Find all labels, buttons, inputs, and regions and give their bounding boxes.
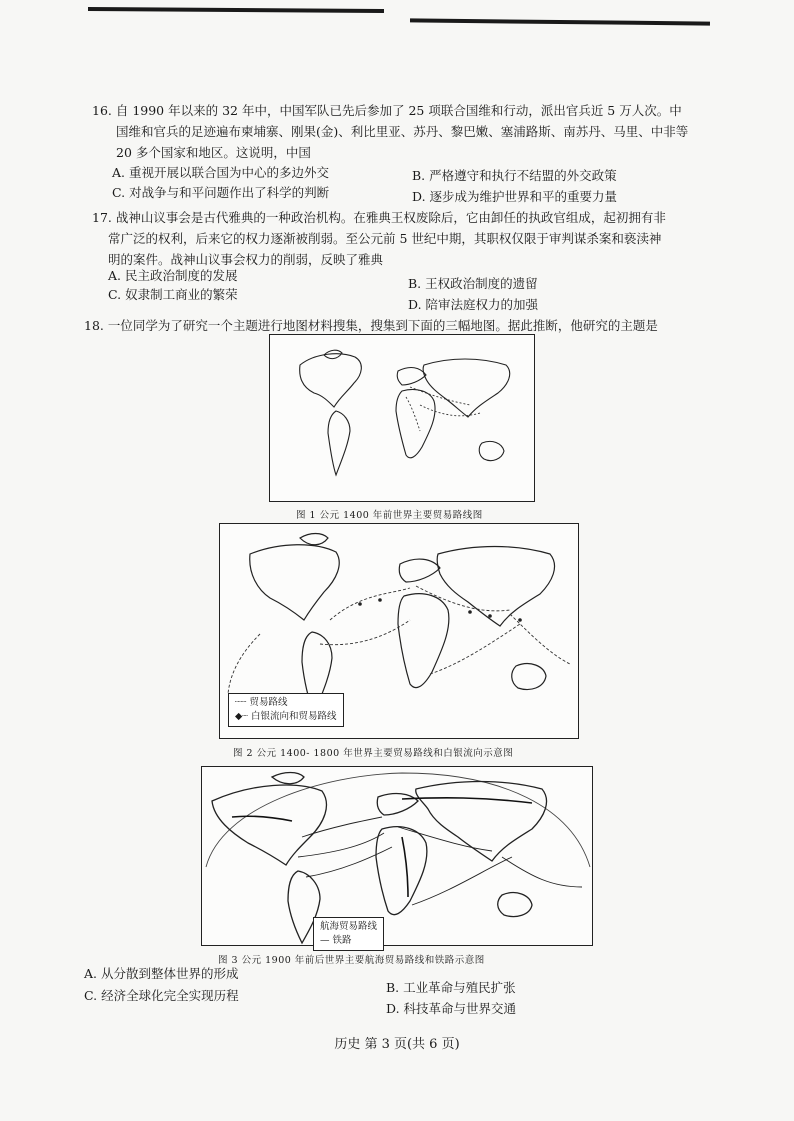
africa-outline <box>398 594 449 688</box>
map-3-legend-item-sea: 航海贸易路线 <box>320 921 378 932</box>
sea-route-pacific <box>502 857 582 887</box>
europe-outline <box>399 559 440 582</box>
south-america-outline <box>328 411 350 475</box>
q16-stem-line-2: 国维和官兵的足迹遍布柬埔寨、刚果(金)、利比里亚、苏丹、黎巴嫩、塞浦路斯、南苏丹、马里、中非等 <box>116 124 689 139</box>
map-2-caption: 图 2 公元 1400- 1800 年世界主要贸易路线和白银流向示意图 <box>233 748 514 759</box>
sea-route-suez <box>398 827 492 851</box>
q17-option-c[interactable]: C. 奴隶制工商业的繁荣 <box>108 287 238 302</box>
map-figure-3 <box>201 766 593 946</box>
q18-option-b[interactable]: B. 工业革命与殖民扩张 <box>386 980 516 995</box>
header-rule-right <box>410 18 710 25</box>
trade-route-pacific <box>510 614 570 664</box>
q16-option-a[interactable]: A. 重视开展以联合国为中心的多边外交 <box>112 165 329 180</box>
africa-outline <box>396 389 435 457</box>
trade-route-cape <box>430 624 520 674</box>
q17-option-a[interactable]: A. 民主政治制度的发展 <box>108 268 238 283</box>
australia-outline <box>479 441 504 460</box>
sea-route-north-atlantic <box>302 817 382 837</box>
australia-outline <box>498 893 532 917</box>
q16-stem-line-1: 16. 自 1990 年以来的 32 年中，中国军队已先后参加了 25 项联合国维和行动，派出官兵近 5 万人次。中 <box>92 103 682 118</box>
sea-route-indian <box>412 857 512 905</box>
q18-option-a[interactable]: A. 从分散到整体世界的形成 <box>84 966 239 981</box>
map-figure-1 <box>269 334 535 502</box>
greenland-outline <box>272 773 304 784</box>
trade-route-africa <box>406 397 420 431</box>
map-2-legend <box>228 693 344 727</box>
q18-option-d[interactable]: D. 科技革命与世界交通 <box>386 1001 517 1016</box>
greenland-outline <box>300 534 328 545</box>
asia-outline <box>437 547 554 627</box>
europe-outline <box>377 794 418 815</box>
q17-option-d[interactable]: D. 陪审法庭权力的加强 <box>408 297 539 312</box>
map-3-legend <box>313 917 384 951</box>
asia-outline <box>423 359 510 417</box>
world-map-1900 <box>202 767 592 945</box>
q18-option-c[interactable]: C. 经济全球化完全实现历程 <box>84 988 239 1003</box>
q17-stem-line-3: 明的案件。战神山议事会权力的削弱，反映了雅典 <box>108 252 384 267</box>
map-1-caption: 图 1 公元 1400 年前世界主要贸易路线图 <box>296 510 483 521</box>
q17-stem-line-1: 17. 战神山议事会是古代雅典的一种政治机构。在雅典王权废除后，它由卸任的执政官组成，起初拥有非 <box>92 210 666 225</box>
north-america-outline <box>300 354 362 407</box>
q18-stem-line-1: 18. 一位同学为了研究一个主题进行地图材料搜集，搜集到下面的三幅地图。据此推断，他研究的主题是 <box>84 318 658 333</box>
sea-route-south-atlantic <box>306 847 392 877</box>
q17-option-b[interactable]: B. 王权政治制度的遗留 <box>408 276 538 291</box>
page-footer: 历史 第 3 页(共 6 页) <box>334 1037 460 1052</box>
north-america-outline <box>250 545 339 620</box>
europe-outline <box>397 368 426 385</box>
australia-outline <box>512 664 546 690</box>
trade-route-south-atlantic <box>320 620 410 645</box>
map-2-legend-item-silver: ◆┈ 白银流向和贸易路线 <box>235 711 337 722</box>
q16-option-c[interactable]: C. 对战争与和平问题作出了科学的判断 <box>112 185 330 200</box>
header-rule-left <box>88 7 384 13</box>
q16-option-d[interactable]: D. 逐步成为维护世界和平的重要力量 <box>412 189 618 204</box>
map-2-legend-item-trade: ┈┈ 贸易路线 <box>235 697 288 708</box>
q16-stem-line-3: 20 多个国家和地区。这说明，中国 <box>116 145 311 160</box>
railway-africa <box>402 837 408 897</box>
north-america-outline <box>212 785 326 865</box>
q16-option-b[interactable]: B. 严格遵守和执行不结盟的外交政策 <box>412 168 617 183</box>
q17-stem-line-2: 常广泛的权利，后来它的权力逐渐被削弱。至公元前 5 世纪中期，其职权仅限于审判谋杀案和亵渎神 <box>108 231 662 246</box>
map-3-legend-item-rail: — 铁路 <box>320 935 352 946</box>
africa-outline <box>376 827 427 915</box>
world-map-1400 <box>270 335 534 501</box>
trade-route-manila <box>228 634 260 694</box>
map-3-caption: 图 3 公元 1900 年前后世界主要航海贸易路线和铁路示意图 <box>218 955 485 966</box>
